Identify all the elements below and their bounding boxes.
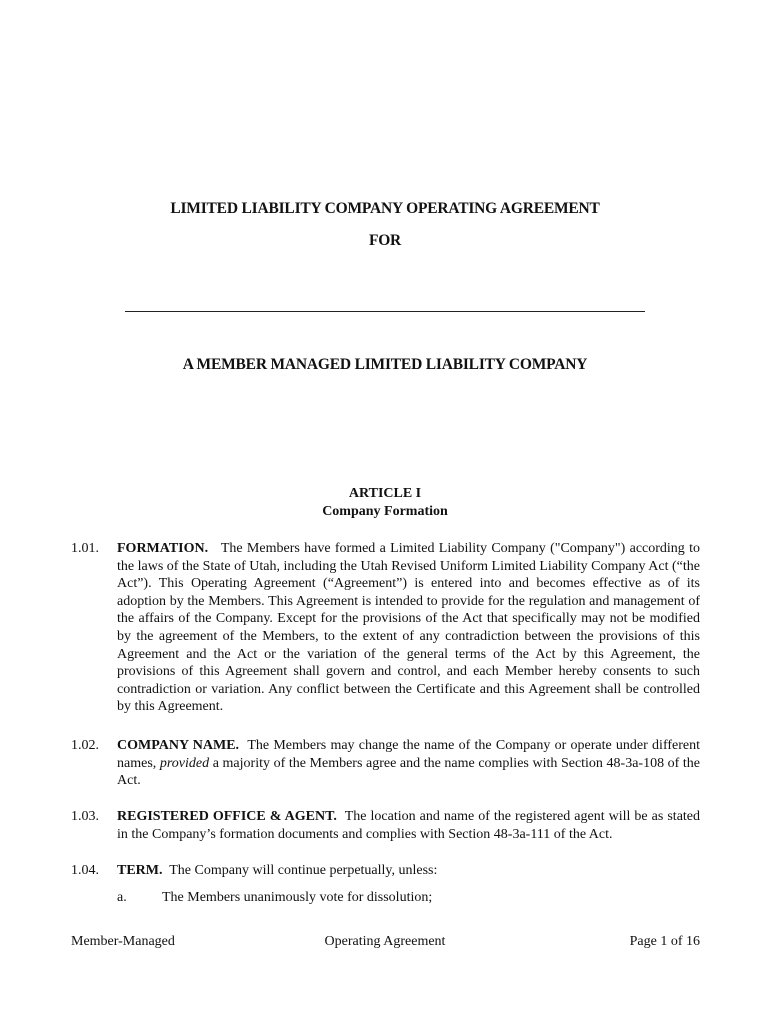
section-heading: REGISTERED OFFICE & AGENT. [117,809,337,824]
footer-left: Member-Managed [71,934,175,949]
page-number: Page 1 of 16 [629,934,700,949]
company-name-blank-line [125,311,645,312]
article-name: Company Formation [322,504,448,519]
section-body [117,540,700,716]
document-title-for: FOR [368,232,402,249]
section-heading: TERM. [117,863,163,878]
sub-item-letter: a. [117,890,127,905]
section-heading: COMPANY NAME. [117,738,240,753]
section-body [117,737,700,790]
sub-item-text: The Members unanimously vote for dissolution; [162,890,433,905]
section-text: The Members have formed a Limited Liability Company ("Company") according to the laws of the State of Utah, including the Utah Revised Uniform Limited Liability Company Act (“the Act”). This Operating Agreement (“Agreement”) is entered into and becomes effective as of its adoption by the Members. This Agreement is intended to provide for the regulation and management of the affairs of the Company. Except for the provisions of the Act that specifically may not be modified by the agreement of the Members, to the extent of any contradiction between the provisions of this Agreement and the Act or the variation of the general terms of the Act by this Agreement, the provisions of this Agreement shall govern and control, and each Member hereby consents to such contradiction or variation. Any conflict between the Certificate and this Agreement shall be controlled by this Agreement. [117,541,701,715]
term-sub-item [117,890,432,906]
section-number: 1.02. [71,738,99,753]
section-number: 1.01. [71,541,99,556]
section-body [117,862,700,880]
section-number: 1.03. [71,809,99,824]
section-text: The location and name of the registered agent will be as stated in the Company’s formation documents and complies with Section 48-3a-111 of the Act. [117,809,701,842]
article-number: ARTICLE I [348,486,422,501]
section-body [117,808,700,843]
section-text: The Members may change the name of the Company or operate under different names, [117,738,700,771]
section-text: The Company will continue perpetually, unless: [169,863,438,878]
document-subtitle: A MEMBER MANAGED LIMITED LIABILITY COMPANY [182,356,588,373]
footer-center: Operating Agreement [324,934,446,949]
section-text-italic: provided [159,755,210,771]
section-text-continued: a majority of the Members agree and the name complies with Section 48-3a-108 of the Act. [117,755,701,789]
section-number: 1.04. [71,863,99,878]
document-title: LIMITED LIABILITY COMPANY OPERATING AGREEMENT [170,200,600,217]
section-heading: FORMATION. [117,541,209,556]
